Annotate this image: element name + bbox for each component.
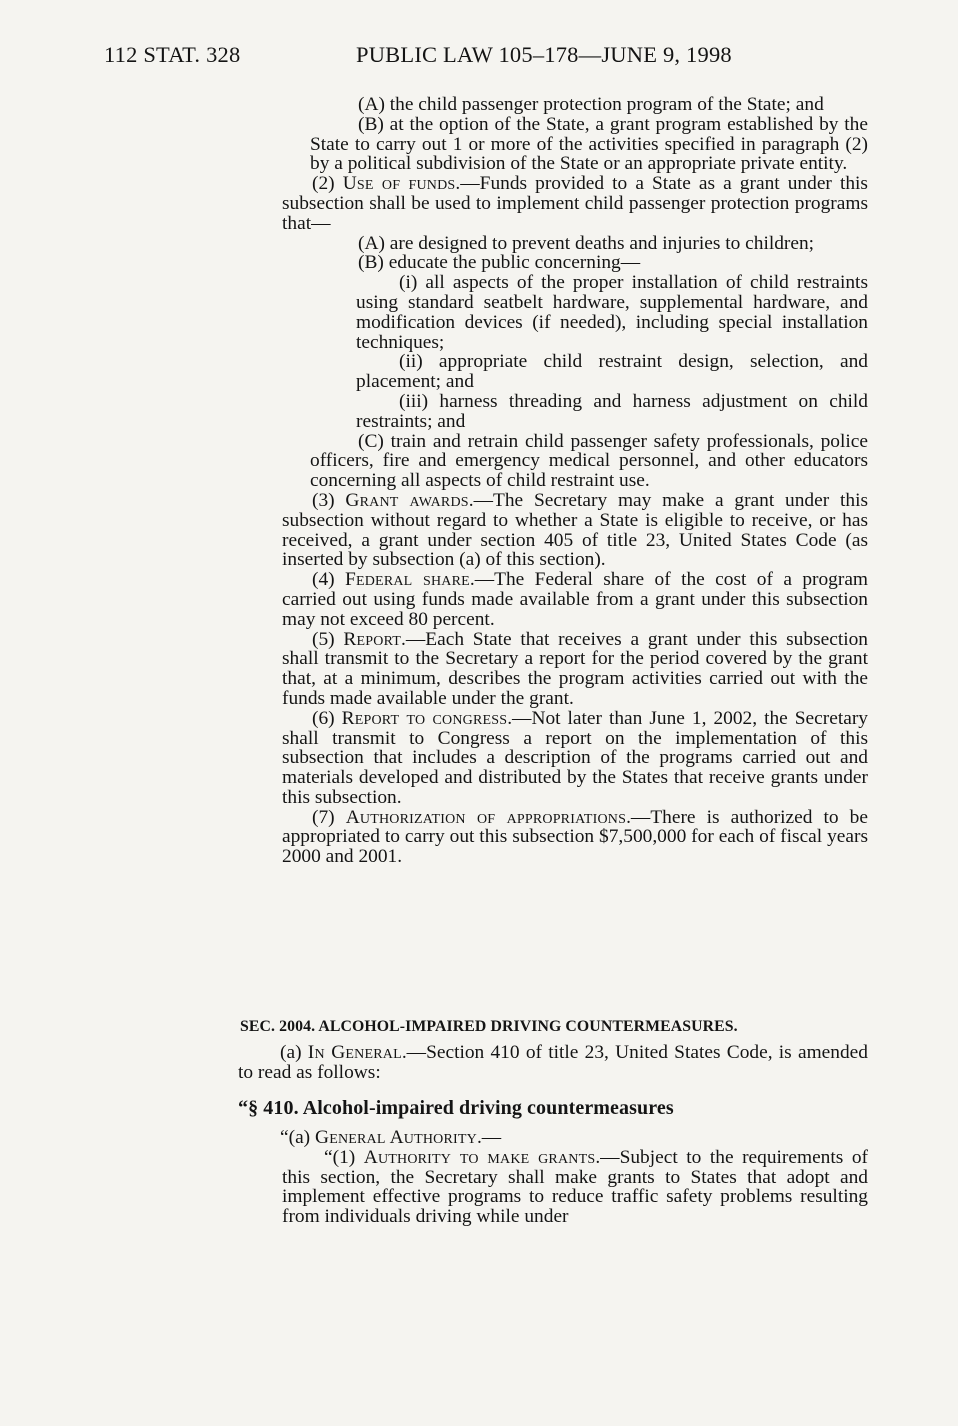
paragraph-3-text: .—The Secretary may make a grant under this subsection without regard to whether a State is eligible to receive, or has received, a grant under section 405 of title 23, United States Code (as inserted by subsection (a) of this section). — [282, 489, 868, 571]
clause-2b-i: (i) all aspects of the proper installation of child restraints using standard seatbelt hardware, supplemental hardware, and modification devices (if needed), including special installation techniques; — [356, 272, 868, 353]
section-410-a — [238, 1128, 868, 1148]
section-410-a-heading: General Authority — [314, 1127, 477, 1148]
paragraph-2-text: .—Funds provided to a State as a grant under this subsection shall be used to implement child passenger protection programs that— — [282, 173, 868, 234]
paragraph-3-number: (3) — [312, 489, 346, 511]
paragraph-3-heading: Grant awards — [345, 489, 469, 511]
paragraph-7-text: .—There is authorized to be appropriated to carry out this subsection $7,500,000 for each of fiscal years 2000 and 2001. — [282, 806, 868, 868]
clause-2b-ii: (ii) appropriate child restraint design, selection, and placement; and — [356, 351, 868, 393]
item-1b: (B) at the option of the State, a grant program established by the State to carry out 1 or more of the activities specified in paragraph (2) by a political subdivision of the State or an appropriate private entity. — [310, 113, 868, 175]
item-1a: (A) the child passenger protection program of the State; and — [358, 94, 824, 115]
paragraph-4-text: .—The Federal share of the cost of a program carried out using funds made available from a grant under this subsection may not exceed 80 percent. — [282, 569, 869, 630]
section-410-a-prefix: “(a) — [280, 1127, 315, 1148]
section-2004-heading: SEC. 2004. ALCOHOL-IMPAIRED DRIVING COUNTERMEASURES. — [240, 1018, 738, 1035]
paragraph-3 — [282, 491, 868, 570]
paragraph-2-heading: Use of funds — [342, 173, 456, 195]
section-410-heading: “§ 410. Alcohol-impaired driving countermeasures — [238, 1097, 674, 1119]
paragraph-5 — [282, 630, 868, 709]
paragraph-4-heading: Federal share — [345, 569, 470, 591]
section-410-a-1-heading: Authority to make grants — [363, 1146, 596, 1168]
section-2004-body — [238, 1043, 868, 1083]
section-410-body — [238, 1128, 868, 1227]
public-law-title: PUBLIC LAW 105–178—JUNE 9, 1998 — [356, 42, 732, 67]
section-2004-a — [238, 1043, 868, 1083]
section-2004-a-number: (a) — [280, 1042, 308, 1063]
paragraph-1-items — [282, 95, 868, 174]
paragraph-2c-wrap — [282, 432, 868, 491]
item-2a: (A) are designed to prevent deaths and injuries to children; — [358, 232, 815, 254]
section-410-a-1-text: .—Subject to the requirements of this section, the Secretary shall make grants to States that adopt and implement effective programs to reduce traffic safety problems resulting from individuals driving while under — [282, 1146, 868, 1228]
paragraph-2b-clauses — [282, 273, 868, 431]
section-410-a-suffix: .— — [476, 1127, 502, 1148]
clause-2b-iii: (iii) harness threading and harness adjustment on child restraints; and — [356, 390, 868, 432]
section-410-a-1 — [238, 1148, 868, 1227]
paragraph-4 — [282, 570, 868, 629]
statute-page-number: 112 STAT. 328 — [104, 42, 241, 67]
paragraph-7-number: (7) — [312, 806, 346, 828]
paragraph-6-text: .—Not later than June 1, 2002, the Secretary shall transmit to Congress a report on the implementation of this subsection that includes a description of the programs carried out and materials developed and distributed by the States that receive grants under this subsection. — [282, 707, 868, 808]
paragraph-6-heading: Report to congress — [341, 707, 508, 729]
paragraph-7-heading: Authorization of appropriations — [345, 806, 627, 828]
paragraph-2 — [282, 174, 868, 233]
paragraph-5-text: .—Each State that receives a grant under this subsection shall transmit to the Secretary a report for the period covered by the grant that, at a minimum, describes the program activities carried out with the funds made available under the grant. — [282, 628, 868, 709]
paragraph-5-number: (5) — [312, 628, 344, 650]
paragraph-6 — [282, 709, 868, 808]
section-2004-a-heading: In General — [307, 1042, 402, 1063]
section-410-a-1-prefix: “(1) — [324, 1146, 364, 1168]
paragraph-5-heading: Report — [343, 628, 402, 650]
paragraph-4-number: (4) — [312, 569, 346, 591]
paragraph-2-number: (2) — [312, 173, 343, 195]
paragraph-6-number: (6) — [312, 707, 342, 729]
paragraph-7 — [282, 808, 868, 867]
section-2004-a-text: .—Section 410 of title 23, United States Code, is amended to read as follows: — [238, 1042, 868, 1083]
subsection-body — [282, 95, 868, 867]
paragraph-2-items — [282, 234, 868, 274]
item-2b: (B) educate the public concerning— — [358, 252, 641, 274]
item-2c: (C) train and retrain child passenger safety professionals, police officers, fire and emergency medical personnel, and other educators concerning all aspects of child restraint use. — [310, 430, 868, 492]
